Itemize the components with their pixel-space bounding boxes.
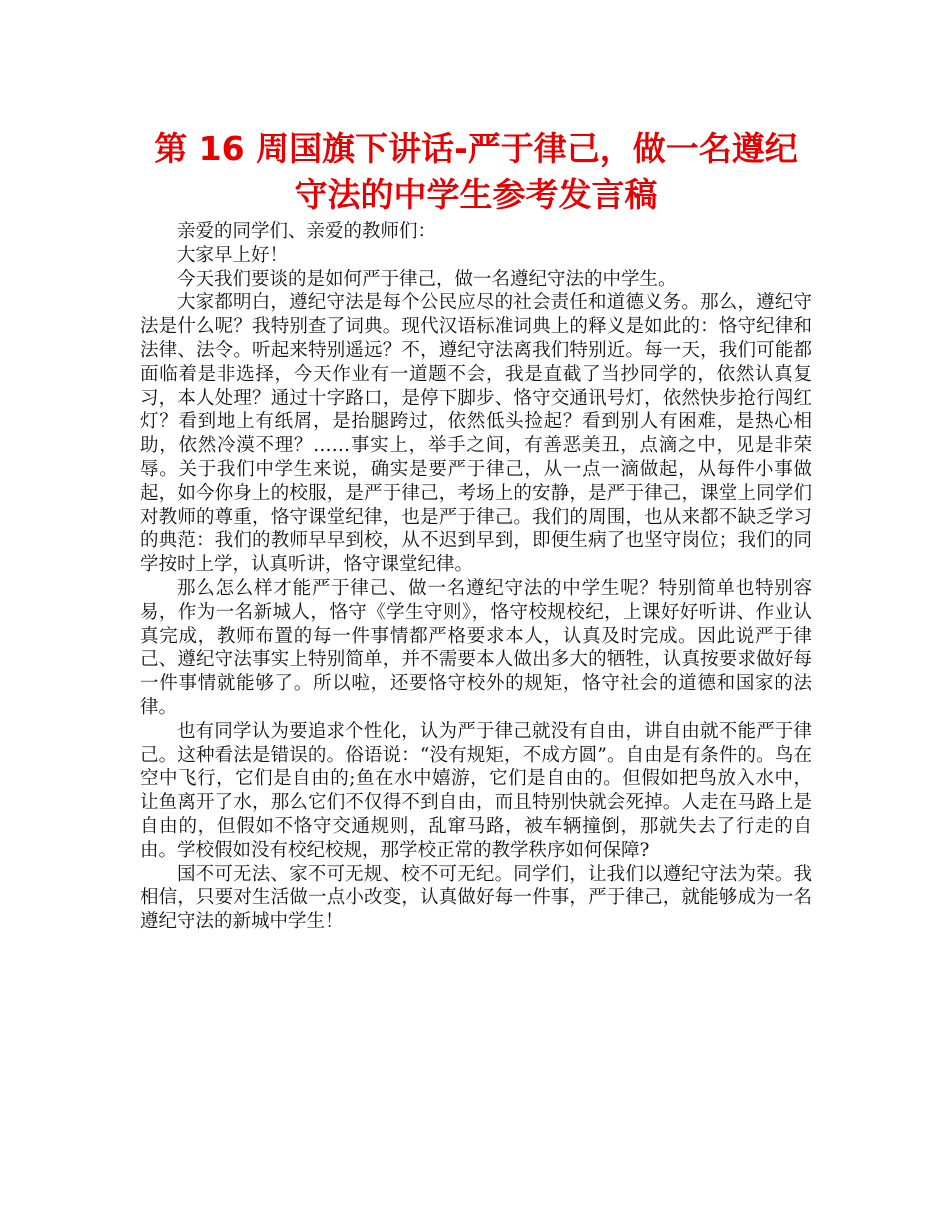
topic-paragraph: 今天我们要谈的是如何严于律己，做一名遵纪守法的中学生。 [177, 268, 677, 290]
document-title: 第 16 周国旗下讲话-严于律己，做一名遵纪守法的中学生参考发言稿 [154, 129, 798, 214]
document-page [140, 126, 812, 934]
body-paragraph: 那么怎么样才能严于律己、做一名遵纪守法的中学生呢？特别简单也特别容易，作为一名新城人，恪守《学生守则》，恪守校规校纪，上课好好听讲、作业认真完成，教师布置的每一件事情都严格要求本人，认真及时完成。因此说严于律己、遵纪守法事实上特别简单，并不需要本人做出多大的牺牲，认真按要求做好每一件事情就能够了。所以啦，还要恪守校外的规矩，恪守社会的道德和国家的法律。 [140, 577, 812, 718]
closing-paragraph: 国不可无法、家不可无规、校不可无纪。同学们，让我们以遵纪守法为荣。我相信，只要对生活做一点小改变，认真做好每一件事，严于律己，就能够成为一名遵纪守法的新城中学生！ [140, 863, 812, 933]
body-paragraph: 也有同学认为要追求个性化，认为严于律己就没有自由，讲自由就不能严于律己。这种看法是错误的。俗语说：“没有规矩，不成方圆”。自由是有条件的。鸟在空中飞行，它们是自由的;鱼在水中嬉游，它们是自由的。但假如把鸟放入水中，让鱼离开了水，那么它们不仅得不到自由，而且特别快就会死掉。人走在马路上是自由的，但假如不恪守交通规则，乱窜马路，被车辆撞倒，那就失去了行走的自由。学校假如没有校纪校规，那学校正常的教学秩序如何保障? [140, 720, 812, 861]
body-paragraph: 大家都明白，遵纪守法是每个公民应尽的社会责任和道德义务。那么，遵纪守法是什么呢？我特别查了词典。现代汉语标准词典上的释义是如此的：恪守纪律和法律、法令。听起来特别遥远？不，遵纪守法离我们特别近。每一天，我们可能都面临着是非选择，今天作业有一道题不会，我是直截了当抄同学的，依然认真复习，本人处理？通过十字路口，是停下脚步、恪守交通讯号灯，依然快步抢行闯红灯？看到地上有纸屑，是抬腿跨过，依然低头捡起？看到别人有困难，是热心相助，依然冷漠不理？……事实上，举手之间，有善恶美丑，点滴之中，见是非荣辱。关于我们中学生来说，确实是要严于律己，从一点一滴做起，从每件小事做起，如今你身上的校服，是严于律己，考场上的安静，是严于律己，课堂上同学们对教师的尊重，恪守课堂纪律，也是严于律己。我们的周围，也从来都不缺乏学习的典范：我们的教师早早到校，从不迟到早到，即便生病了也坚守岗位；我们的同学按时上学，认真听讲，恪守课堂纪律。 [140, 292, 812, 576]
greeting-paragraph: 亲爱的同学们、亲爱的教师们： [177, 221, 437, 242]
document-body [140, 220, 812, 934]
salutation-paragraph: 大家早上好！ [177, 244, 289, 266]
